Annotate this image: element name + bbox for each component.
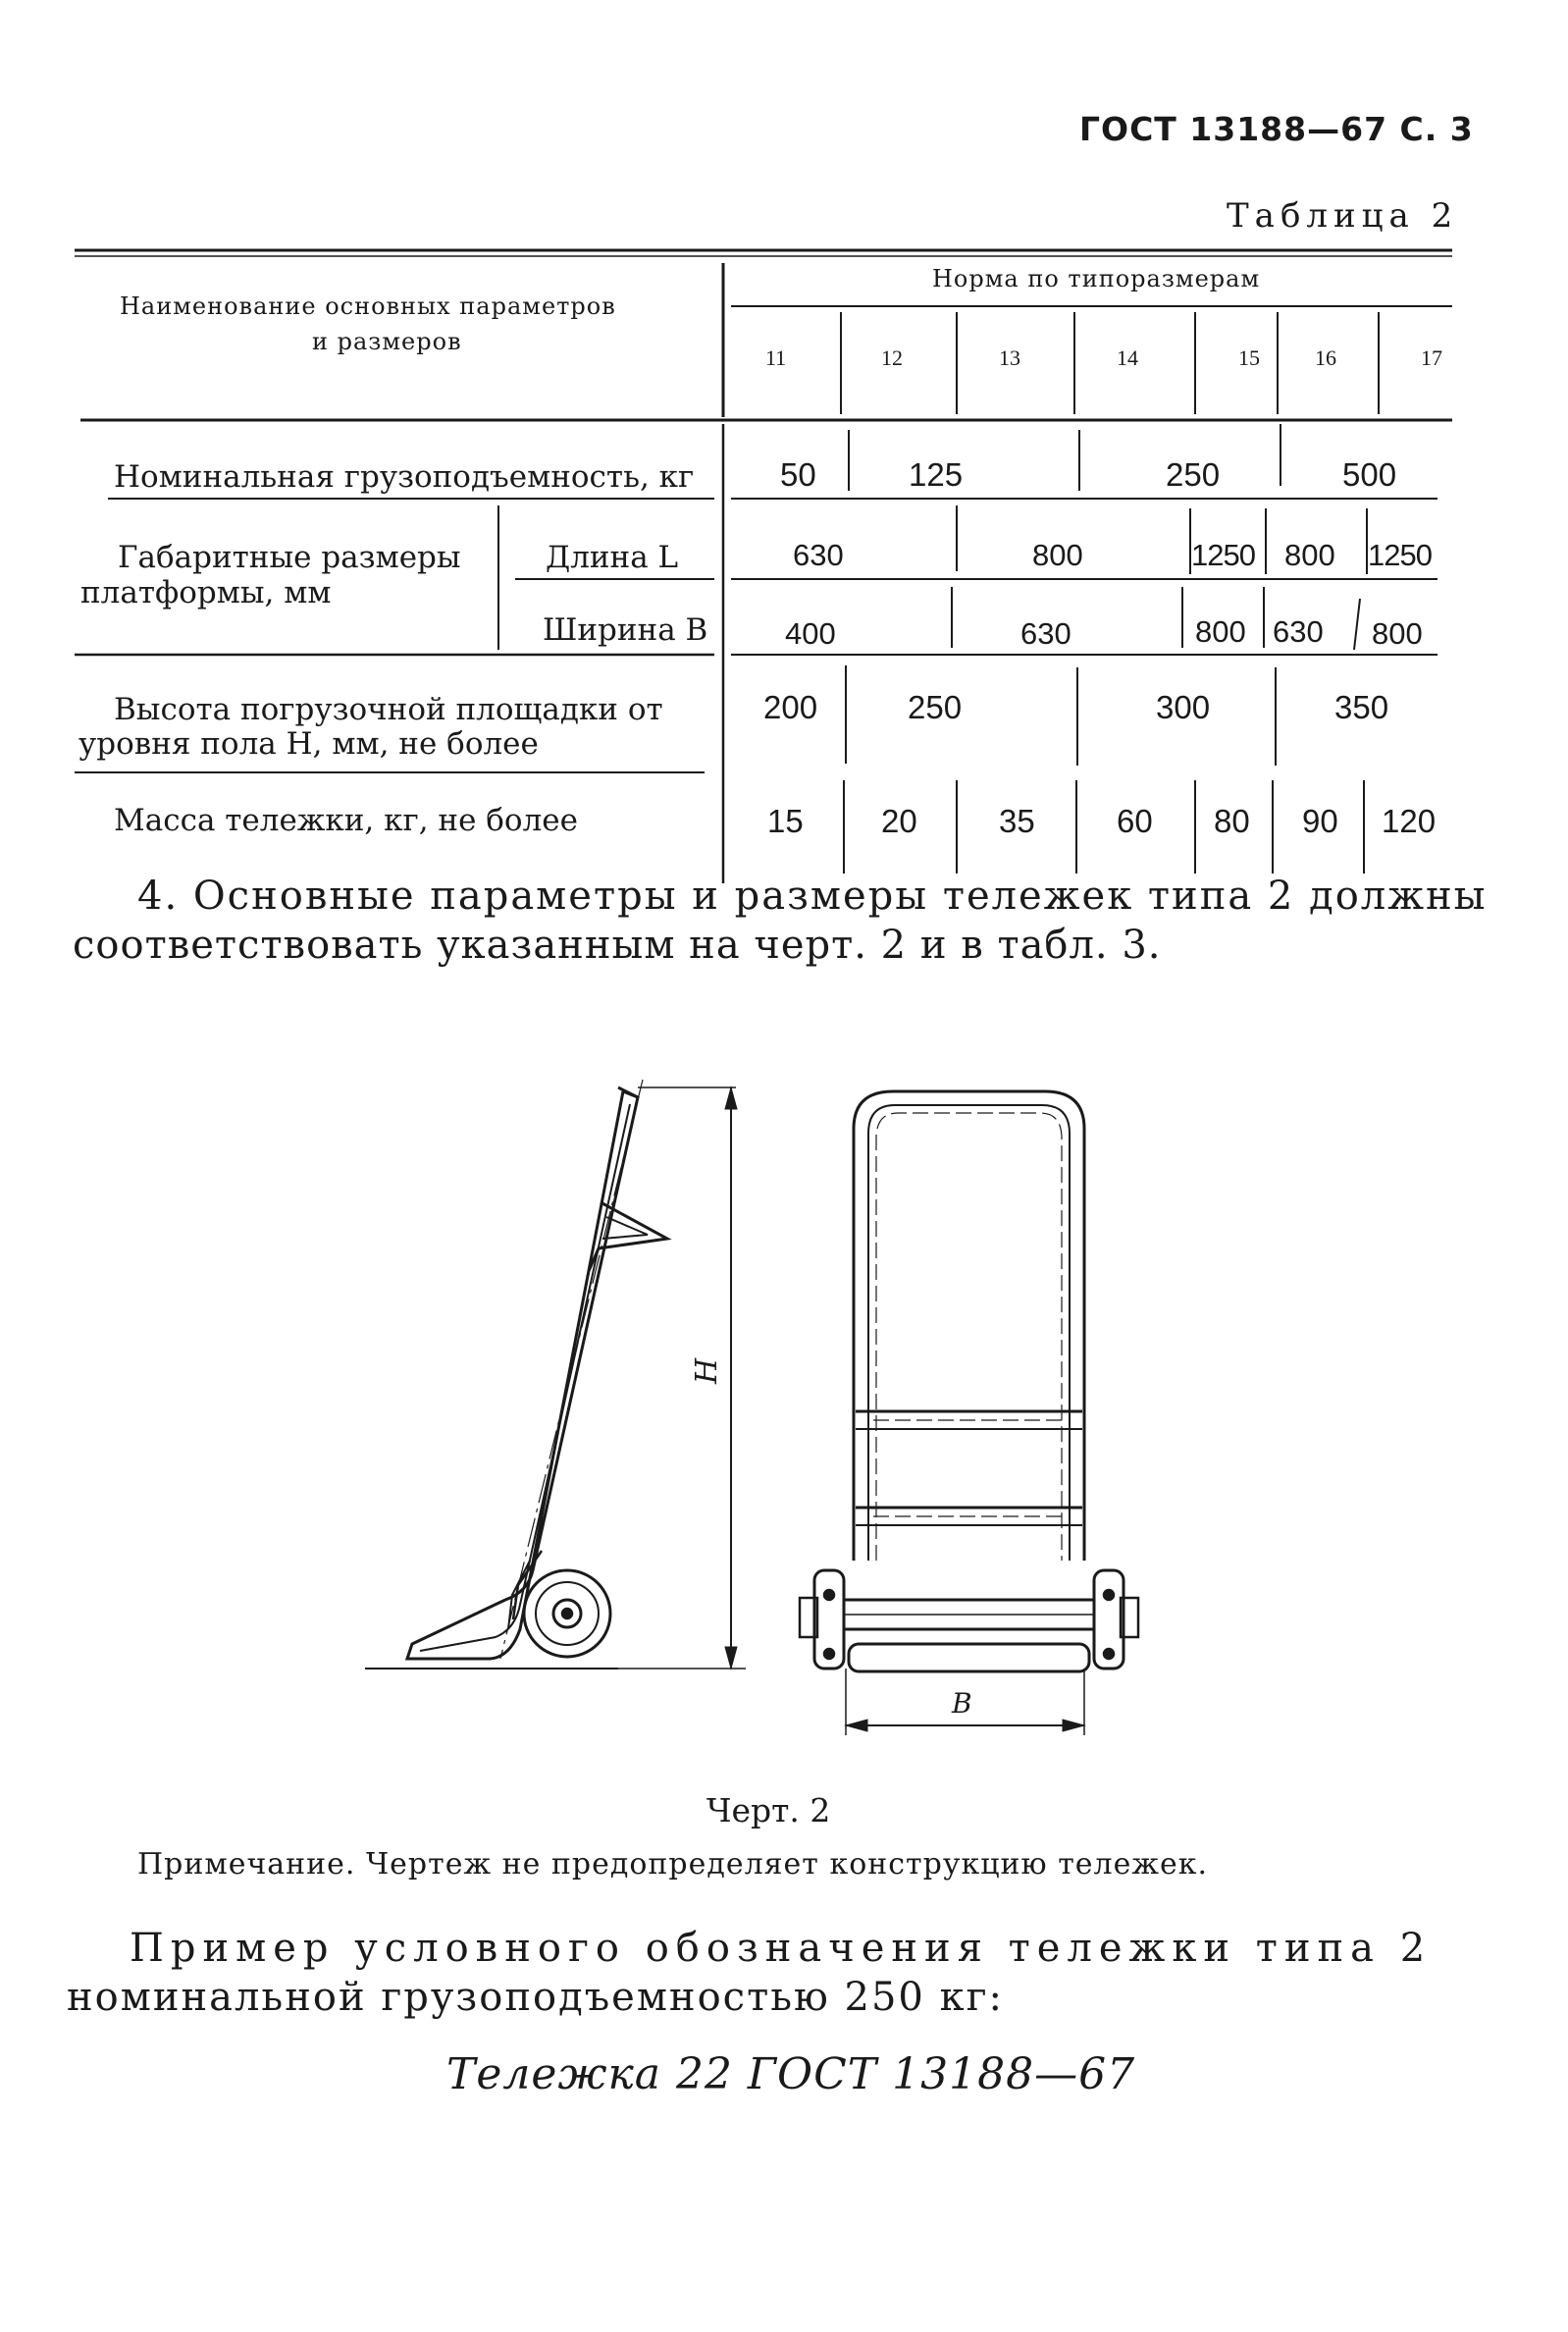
height-label-line2: уровня пола H, мм, не более bbox=[78, 726, 539, 762]
mass-value-17: 120 bbox=[1382, 803, 1437, 839]
param-header-line2: и размеров bbox=[312, 328, 462, 355]
figure-caption: Черт. 2 bbox=[706, 1791, 831, 1829]
mass-value-14: 60 bbox=[1117, 803, 1153, 839]
height-value-11: 200 bbox=[763, 689, 818, 725]
width-value-11-12: 400 bbox=[785, 616, 836, 651]
capacity-value-12-13: 125 bbox=[909, 456, 964, 493]
example-line2: номинальной грузоподъемностью 250 кг: bbox=[67, 1975, 1005, 2020]
size-12: 12 bbox=[881, 345, 903, 370]
dimensions-label-line2: платформы, мм bbox=[80, 575, 332, 610]
length-value-11-12: 630 bbox=[793, 538, 844, 572]
table-caption: Таблица 2 bbox=[1227, 196, 1459, 236]
length-value-16: 800 bbox=[1284, 538, 1335, 572]
mass-value-11: 15 bbox=[767, 803, 804, 839]
param-header-line1: Наименование основных параметров bbox=[120, 292, 616, 320]
height-value-14-15: 300 bbox=[1156, 689, 1211, 725]
width-value-16: 630 bbox=[1273, 614, 1324, 649]
mass-value-15: 80 bbox=[1214, 803, 1250, 839]
width-value-15: 800 bbox=[1195, 614, 1246, 649]
note-text: Примечание. Чертеж не предопределяет конструкцию тележек. bbox=[137, 1847, 1208, 1882]
length-value-13-14: 800 bbox=[1032, 538, 1083, 572]
size-15: 15 bbox=[1238, 345, 1260, 370]
height-label-line1: Высота погрузочной площадки от bbox=[114, 692, 663, 727]
size-14: 14 bbox=[1117, 345, 1138, 370]
length-value-17: 1250 bbox=[1368, 538, 1432, 572]
capacity-value-11: 50 bbox=[780, 456, 816, 493]
length-label: Длина L bbox=[546, 540, 679, 575]
norm-header: Норма по типоразмерам bbox=[932, 265, 1261, 292]
capacity-value-16-17: 500 bbox=[1342, 456, 1397, 493]
mass-label: Масса тележки, кг, не более bbox=[114, 803, 578, 838]
mass-value-12: 20 bbox=[881, 803, 917, 839]
capacity-value-14-15: 250 bbox=[1166, 456, 1221, 493]
dimension-label-b: B bbox=[952, 1687, 972, 1720]
length-value-15: 1250 bbox=[1191, 538, 1255, 572]
designation-example: Тележка 22 ГОСТ 13188—67 bbox=[446, 2049, 1136, 2099]
height-value-12-13: 250 bbox=[908, 689, 963, 725]
width-value-13-14: 630 bbox=[1020, 616, 1071, 651]
dimension-label-h: H bbox=[690, 1357, 724, 1384]
mass-value-16: 90 bbox=[1302, 803, 1338, 839]
document-reference-header: ГОСТ 13188—67 С. 3 bbox=[1079, 110, 1474, 148]
capacity-label: Номинальная грузоподъемность, кг bbox=[114, 459, 695, 495]
size-16: 16 bbox=[1315, 345, 1336, 370]
size-13: 13 bbox=[999, 345, 1020, 370]
paragraph-4-line1: 4. Основные параметры и размеры тележек типа 2 должны bbox=[137, 874, 1488, 919]
mass-value-13: 35 bbox=[999, 803, 1035, 839]
width-label: Ширина B bbox=[543, 612, 708, 648]
width-value-17: 800 bbox=[1372, 616, 1423, 651]
example-line1: Пример условного обозначения тележки типа 2 bbox=[130, 1926, 1433, 1971]
size-11: 11 bbox=[765, 345, 787, 370]
height-value-16-17: 350 bbox=[1334, 689, 1389, 725]
size-17: 17 bbox=[1421, 345, 1442, 370]
dimensions-label-line1: Габаритные размеры bbox=[118, 540, 461, 575]
paragraph-4-line2: соответствовать указанным на черт. 2 и в табл. 3. bbox=[73, 923, 1162, 968]
